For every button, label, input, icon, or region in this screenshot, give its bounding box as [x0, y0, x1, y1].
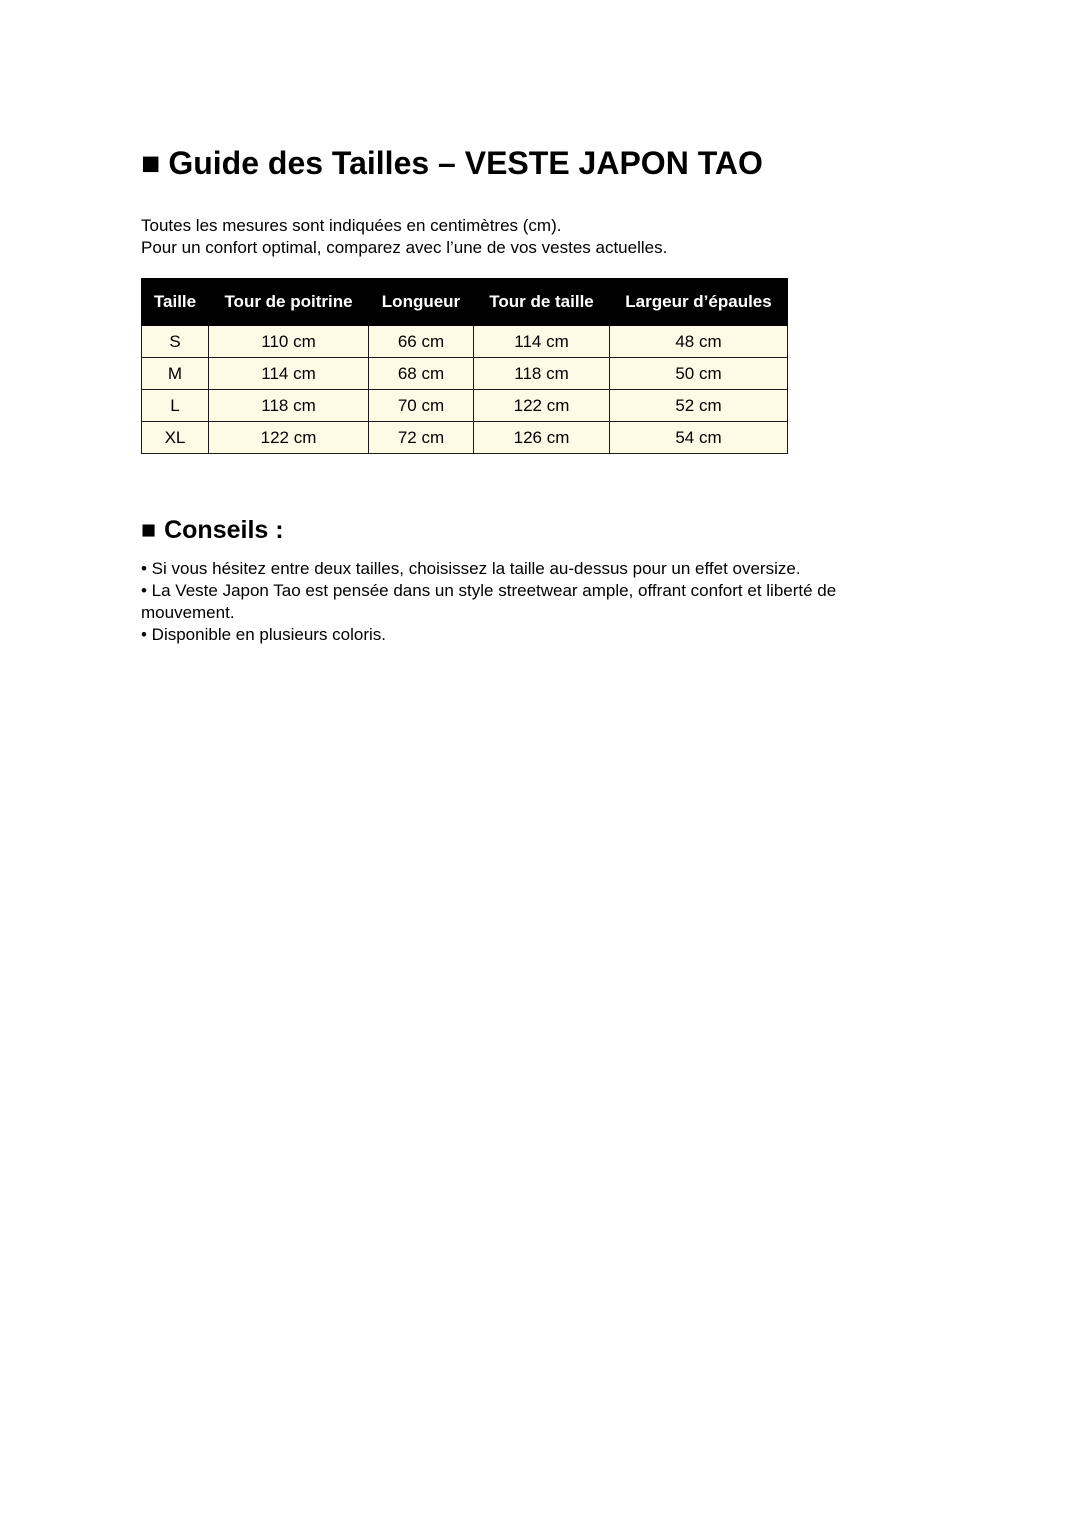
table-cell: 54 cm	[610, 422, 788, 454]
size-table	[141, 278, 788, 454]
table-cell: 68 cm	[369, 358, 474, 390]
column-header: Longueur	[369, 279, 474, 326]
table-row	[142, 422, 788, 454]
column-header: Tour de poitrine	[209, 279, 369, 326]
table-cell: L	[142, 390, 209, 422]
table-cell: 50 cm	[610, 358, 788, 390]
list-item: • Disponible en plusieurs coloris.	[141, 625, 387, 644]
page-title-text: Guide des Tailles – VESTE JAPON TAO	[168, 145, 763, 181]
table-cell: 48 cm	[610, 326, 788, 358]
table-cell: S	[142, 326, 209, 358]
advice-list	[141, 558, 921, 646]
intro-line: Pour un confort optimal, comparez avec l’une de vos vestes actuelles.	[141, 238, 668, 257]
table-cell: 72 cm	[369, 422, 474, 454]
table-row	[142, 390, 788, 422]
square-bullet-icon: ■	[141, 516, 157, 544]
table-cell: 114 cm	[474, 326, 610, 358]
table-header-row	[142, 279, 788, 326]
table-cell: 66 cm	[369, 326, 474, 358]
list-item: • Si vous hésitez entre deux tailles, choisissez la taille au-dessus pour un effet oversize.	[141, 559, 801, 578]
table-cell: 122 cm	[474, 390, 610, 422]
page-title	[141, 143, 763, 183]
table-cell: 122 cm	[209, 422, 369, 454]
column-header: Tour de taille	[474, 279, 610, 326]
table-cell: 126 cm	[474, 422, 610, 454]
column-header: Taille	[142, 279, 209, 326]
table-row	[142, 326, 788, 358]
table-cell: 52 cm	[610, 390, 788, 422]
advice-title	[141, 514, 284, 546]
square-bullet-icon: ■	[141, 145, 161, 181]
column-header: Largeur d’épaules	[610, 279, 788, 326]
table-cell: 110 cm	[209, 326, 369, 358]
table-cell: 70 cm	[369, 390, 474, 422]
intro-line: Toutes les mesures sont indiquées en centimètres (cm).	[141, 216, 562, 235]
table-cell: XL	[142, 422, 209, 454]
table-cell: 114 cm	[209, 358, 369, 390]
advice-title-text: Conseils :	[164, 516, 284, 544]
intro-text	[141, 215, 667, 259]
list-item: • La Veste Japon Tao est pensée dans un style streetwear ample, offrant confort et liberté de mouvement.	[141, 581, 837, 622]
table-row	[142, 358, 788, 390]
table-cell: M	[142, 358, 209, 390]
table-cell: 118 cm	[209, 390, 369, 422]
table-cell: 118 cm	[474, 358, 610, 390]
